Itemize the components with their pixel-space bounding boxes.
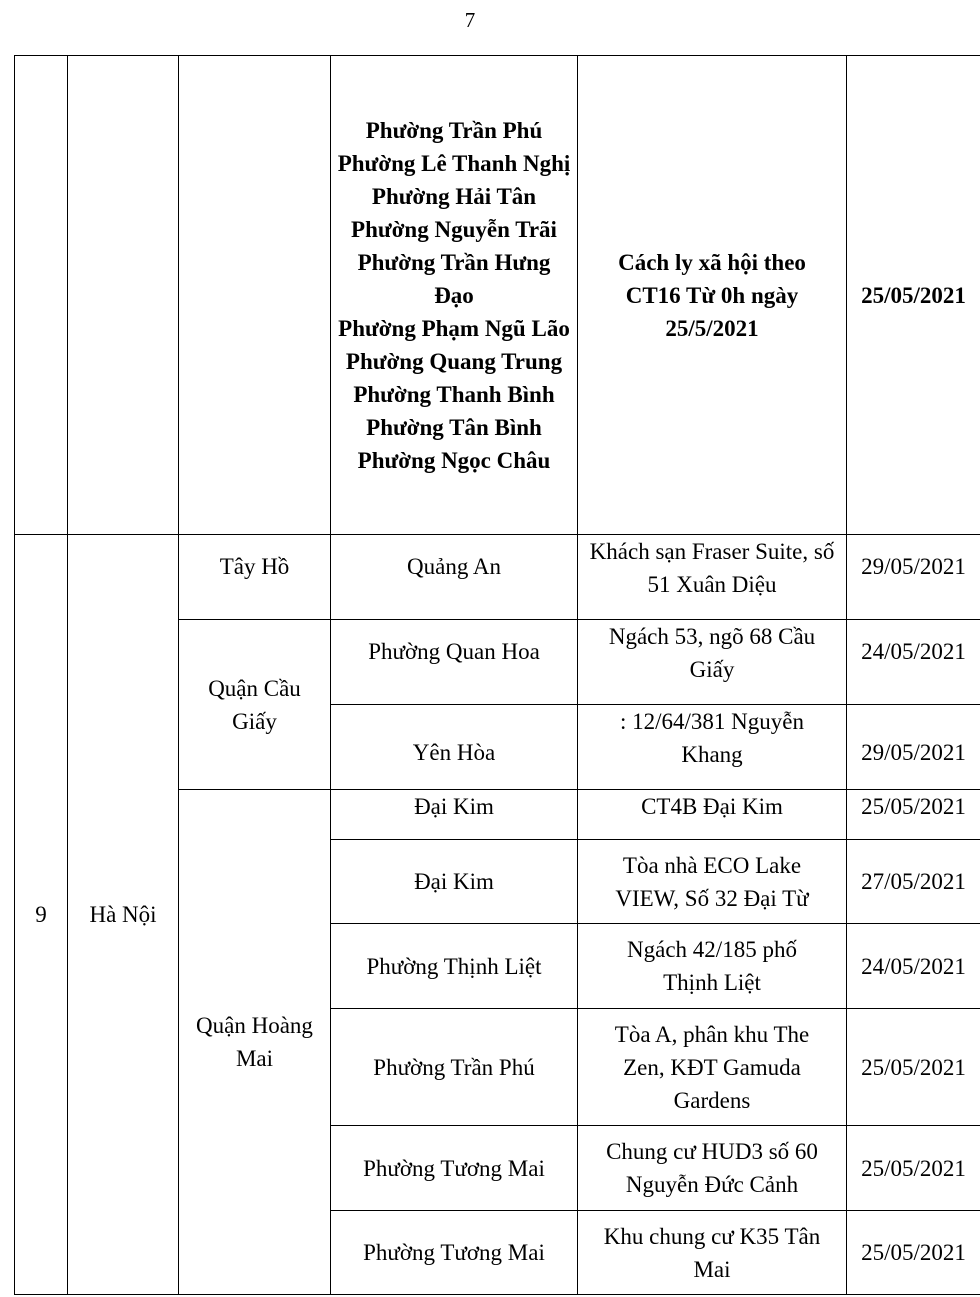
district-cell: Quận Hoàng Mai [179, 790, 331, 1295]
date-cell: 29/05/2021 [847, 705, 980, 790]
location-cell: CT4B Đại Kim [578, 790, 847, 840]
stt-cell: 9 [15, 535, 68, 1295]
date-cell: 25/05/2021 [847, 56, 980, 535]
date-cell: 27/05/2021 [847, 840, 980, 924]
ward-item: Phường Quang Trung [345, 348, 563, 374]
district-cell: Tây Hồ [179, 535, 331, 620]
ward-cell: Phường Tương Mai [331, 1211, 578, 1295]
ward-cell: Phường Thịnh Liệt [331, 924, 578, 1009]
ward-item: Phường Lê Thanh Nghị [337, 150, 571, 176]
table-row [15, 535, 980, 620]
province-cell: Hà Nội [68, 535, 179, 1295]
location-cell: : 12/64/381 Nguyễn Khang [578, 705, 847, 790]
ward-cell: Quảng An [331, 535, 578, 620]
ward-cell: Phường Quan Hoa [331, 620, 578, 705]
district-cell [179, 56, 331, 535]
ward-item: Phường Nguyễn Trãi [351, 216, 557, 242]
ward-list-cell [331, 56, 578, 535]
location-cell: Chung cư HUD3 số 60 Nguyễn Đức Cảnh [578, 1126, 847, 1211]
district-cell: Quận Cầu Giấy [179, 620, 331, 790]
ward-cell: Phường Trần Phú [331, 1009, 578, 1126]
ward-cell: Phường Tương Mai [331, 1126, 578, 1211]
date-cell: 29/05/2021 [847, 535, 980, 620]
lockdown-table [14, 55, 980, 1295]
ward-item: Phường Trần Hưng Đạo [357, 249, 551, 308]
table-row [15, 56, 980, 535]
date-cell: 24/05/2021 [847, 924, 980, 1009]
location-cell: Tòa nhà ECO Lake VIEW, Số 32 Đại Từ [578, 840, 847, 924]
page-number: 7 [464, 8, 476, 32]
date-cell: 24/05/2021 [847, 620, 980, 705]
location-cell: Khách sạn Fraser Suite, số 51 Xuân Diệu [578, 535, 847, 620]
ward-item: Phường Phạm Ngũ Lão [338, 315, 570, 341]
date-cell: 25/05/2021 [847, 1009, 980, 1126]
ward-item: Phường Tân Bình [366, 414, 542, 440]
province-cell [68, 56, 179, 535]
stt-cell [15, 56, 68, 535]
location-cell: Tòa A, phân khu The Zen, KĐT Gamuda Gardens [578, 1009, 847, 1126]
ward-cell: Đại Kim [331, 840, 578, 924]
ward-cell: Đại Kim [331, 790, 578, 840]
measure-cell: Cách ly xã hội theo CT16 Từ 0h ngày 25/5/2021 [578, 56, 847, 535]
date-cell: 25/05/2021 [847, 1126, 980, 1211]
location-cell: Ngách 53, ngõ 68 Cầu Giấy [578, 620, 847, 705]
ward-item: Phường Thanh Bình [353, 381, 555, 407]
ward-item: Phường Ngọc Châu [357, 447, 551, 473]
date-cell: 25/05/2021 [847, 1211, 980, 1295]
location-cell: Khu chung cư K35 Tân Mai [578, 1211, 847, 1295]
ward-item: Phường Hải Tân [371, 183, 537, 209]
ward-item: Phường Trần Phú [365, 117, 543, 143]
ward-cell: Yên Hòa [331, 705, 578, 790]
date-cell: 25/05/2021 [847, 790, 980, 840]
location-cell: Ngách 42/185 phố Thịnh Liệt [578, 924, 847, 1009]
